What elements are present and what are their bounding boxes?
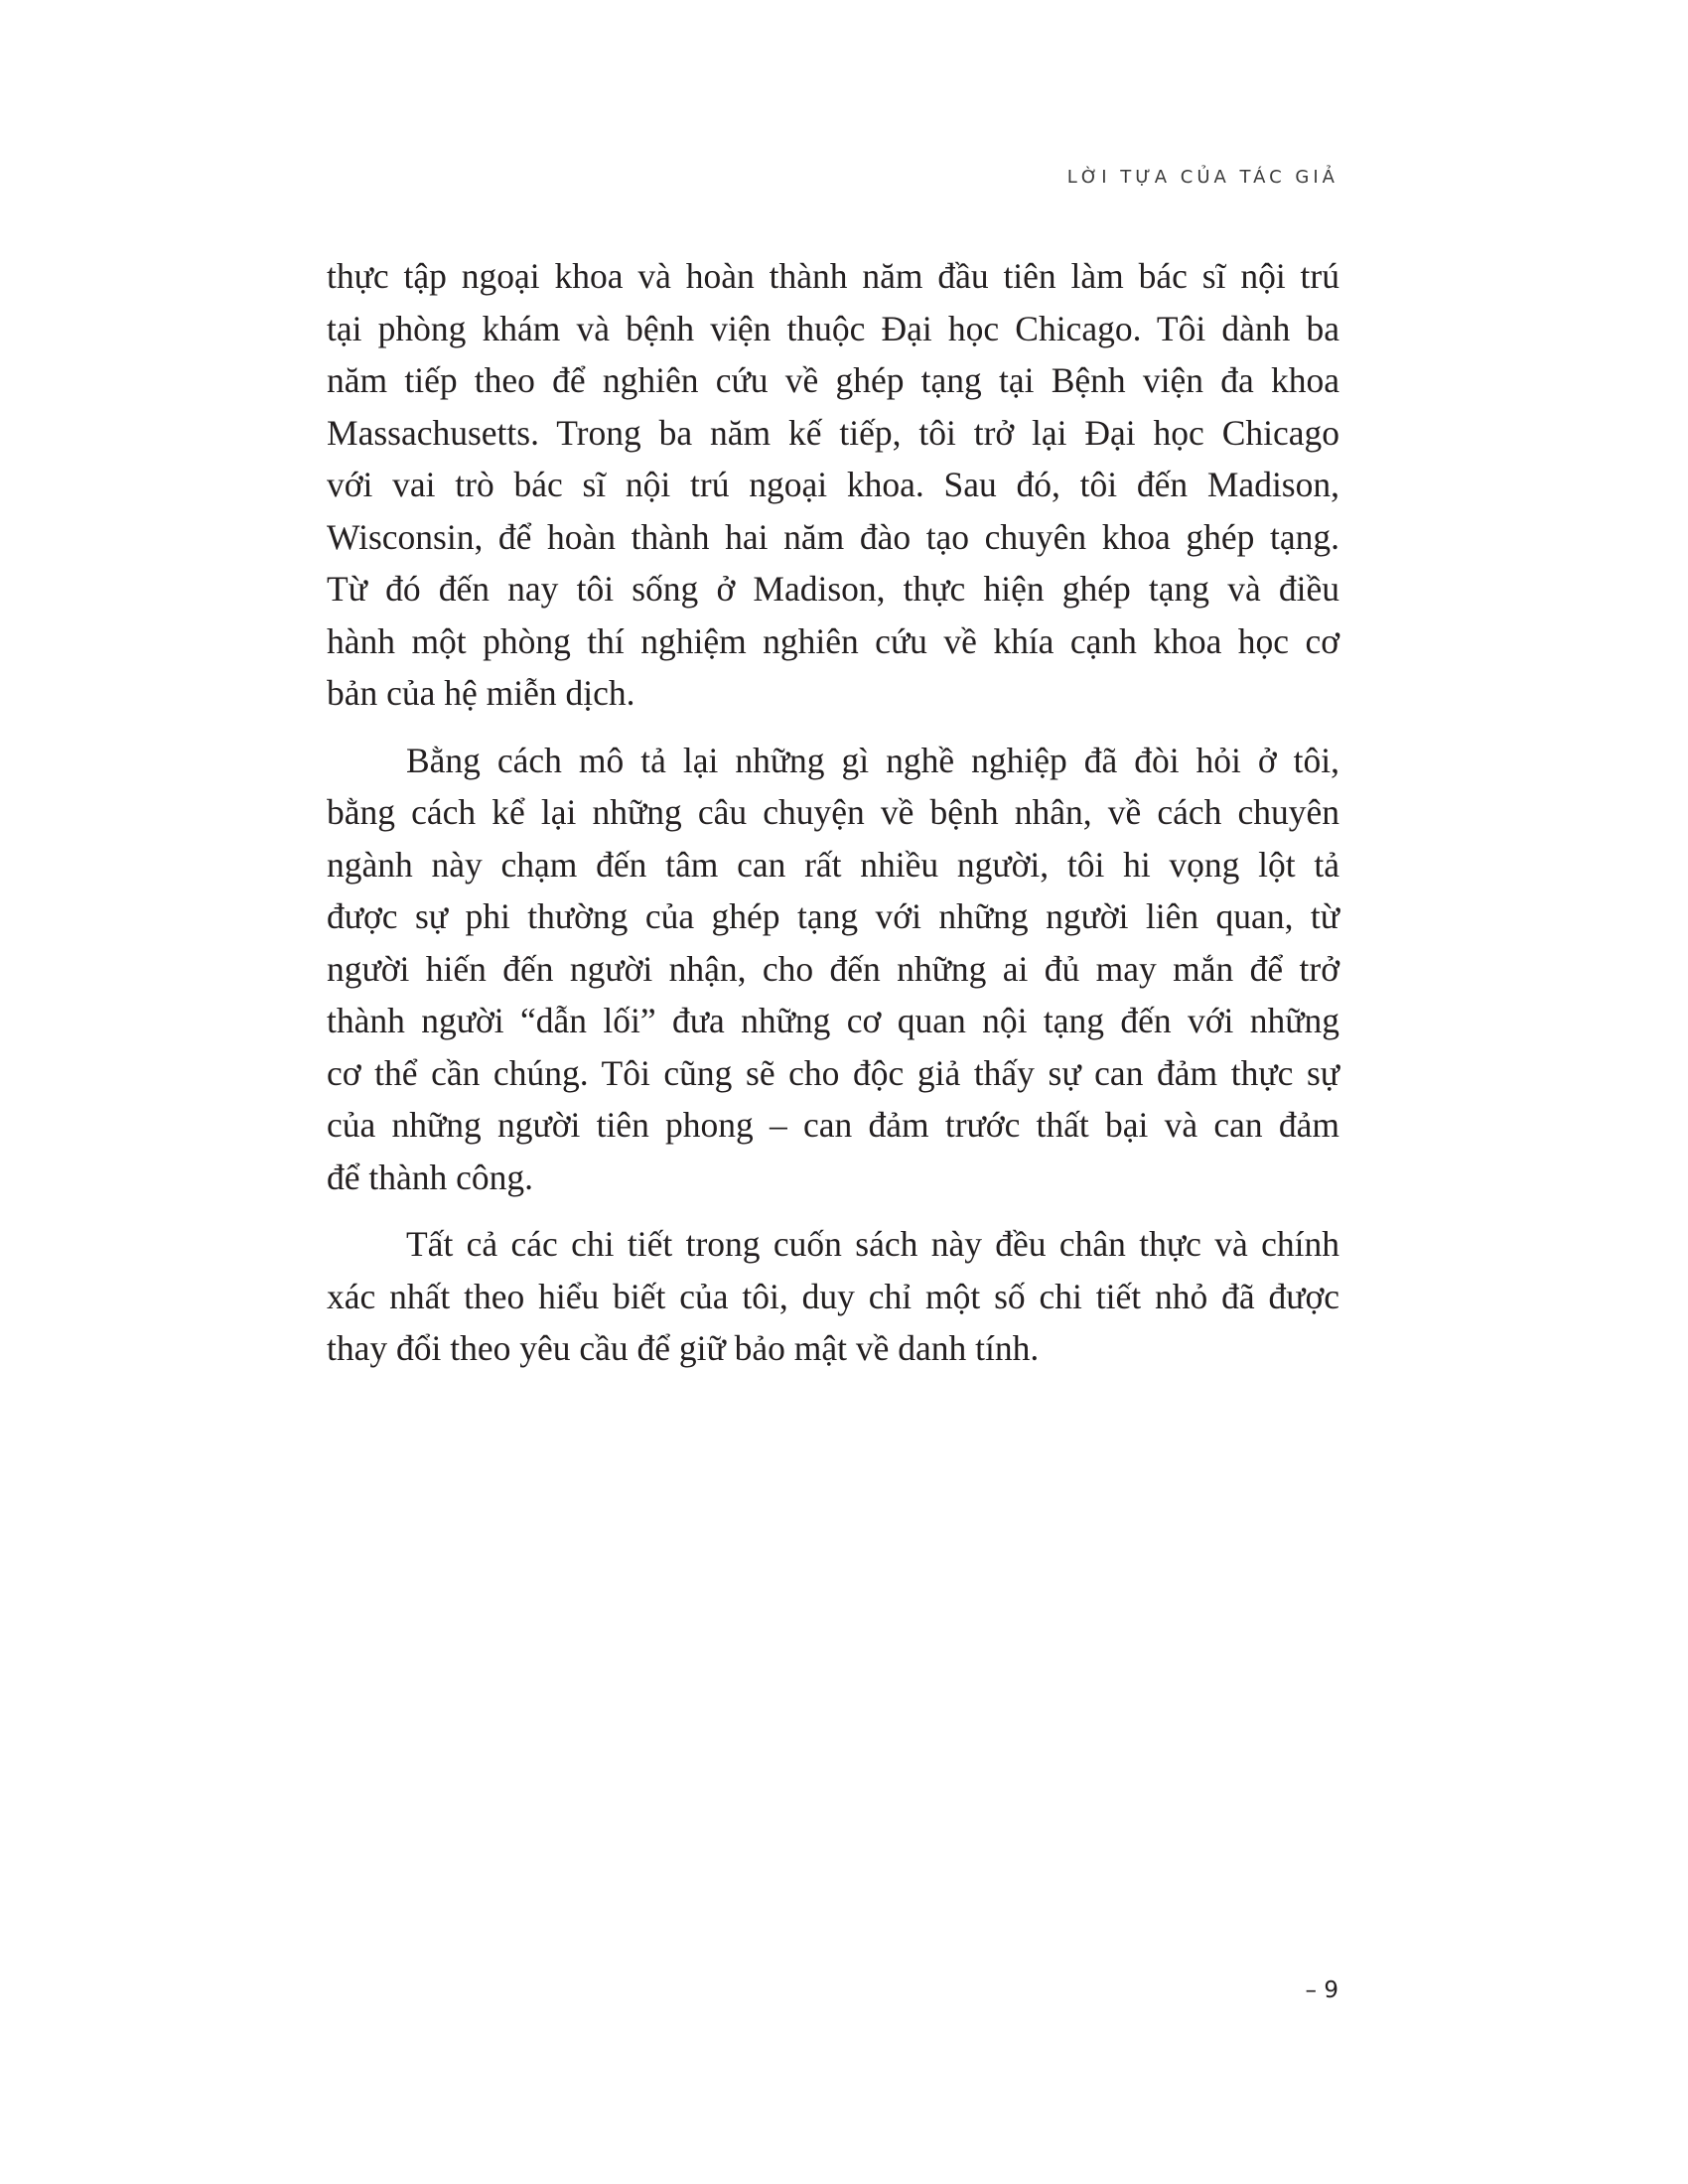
text-line: của những người tiên phong – can đảm trước thất bại và can đảm bbox=[327, 1105, 1339, 1145]
running-header: LỜI TỰA CỦA TÁC GIẢ bbox=[1066, 167, 1338, 188]
text-line: Massachusetts. Trong ba năm kế tiếp, tôi trở lại Đại học Chicago bbox=[327, 412, 1339, 453]
text-line: Bằng cách mô tả lại những gì nghề nghiệp đã đòi hỏi ở tôi, bbox=[406, 740, 1339, 780]
paragraph-2 bbox=[327, 735, 1339, 1204]
text-line: Tất cả các chi tiết trong cuốn sách này đều chân thực và chính bbox=[406, 1224, 1339, 1264]
text-line: năm tiếp theo để nghiên cứu về ghép tạng tại Bệnh viện đa khoa bbox=[327, 360, 1339, 400]
text-line: thực tập ngoại khoa và hoàn thành năm đầu tiên làm bác sĩ nội trú bbox=[327, 256, 1339, 296]
text-line: hành một phòng thí nghiệm nghiên cứu về khía cạnh khoa học cơ bbox=[327, 620, 1339, 661]
text-line: thay đổi theo yêu cầu để giữ bảo mật về danh tính. bbox=[327, 1328, 1040, 1368]
text-line: cơ thể cần chúng. Tôi cũng sẽ cho độc giả thấy sự can đảm thực sự bbox=[327, 1052, 1339, 1093]
text-line: Wisconsin, để hoàn thành hai năm đào tạo chuyên khoa ghép tạng. bbox=[327, 516, 1339, 557]
page-number: – 9 bbox=[1305, 1978, 1338, 2003]
paragraph-1 bbox=[327, 250, 1339, 720]
text-line: Từ đó đến nay tôi sống ở Madison, thực hiện ghép tạng và điều bbox=[327, 569, 1339, 609]
text-line: với vai trò bác sĩ nội trú ngoại khoa. Sau đó, tôi đến Madison, bbox=[327, 465, 1339, 504]
text-line: xác nhất theo hiểu biết của tôi, duy chỉ một số chi tiết nhỏ đã được bbox=[327, 1276, 1339, 1316]
paragraph-3 bbox=[327, 1218, 1339, 1375]
text-line: thành người “dẫn lối” đưa những cơ quan nội tạng đến với những bbox=[327, 1001, 1339, 1040]
text-line: được sự phi thường của ghép tạng với những người liên quan, từ bbox=[327, 896, 1339, 936]
text-line: tại phòng khám và bệnh viện thuộc Đại học Chicago. Tôi dành ba bbox=[327, 308, 1339, 348]
text-line: bản của hệ miễn dịch. bbox=[327, 673, 635, 713]
text-line: người hiến đến người nhận, cho đến những ai đủ may mắn để trở bbox=[327, 948, 1339, 989]
body-text bbox=[327, 250, 1339, 1390]
text-line: để thành công. bbox=[327, 1157, 534, 1197]
text-line: bằng cách kể lại những câu chuyện về bệnh nhân, về cách chuyên bbox=[327, 792, 1339, 832]
text-line: ngành này chạm đến tâm can rất nhiều người, tôi hi vọng lột tả bbox=[327, 844, 1339, 885]
